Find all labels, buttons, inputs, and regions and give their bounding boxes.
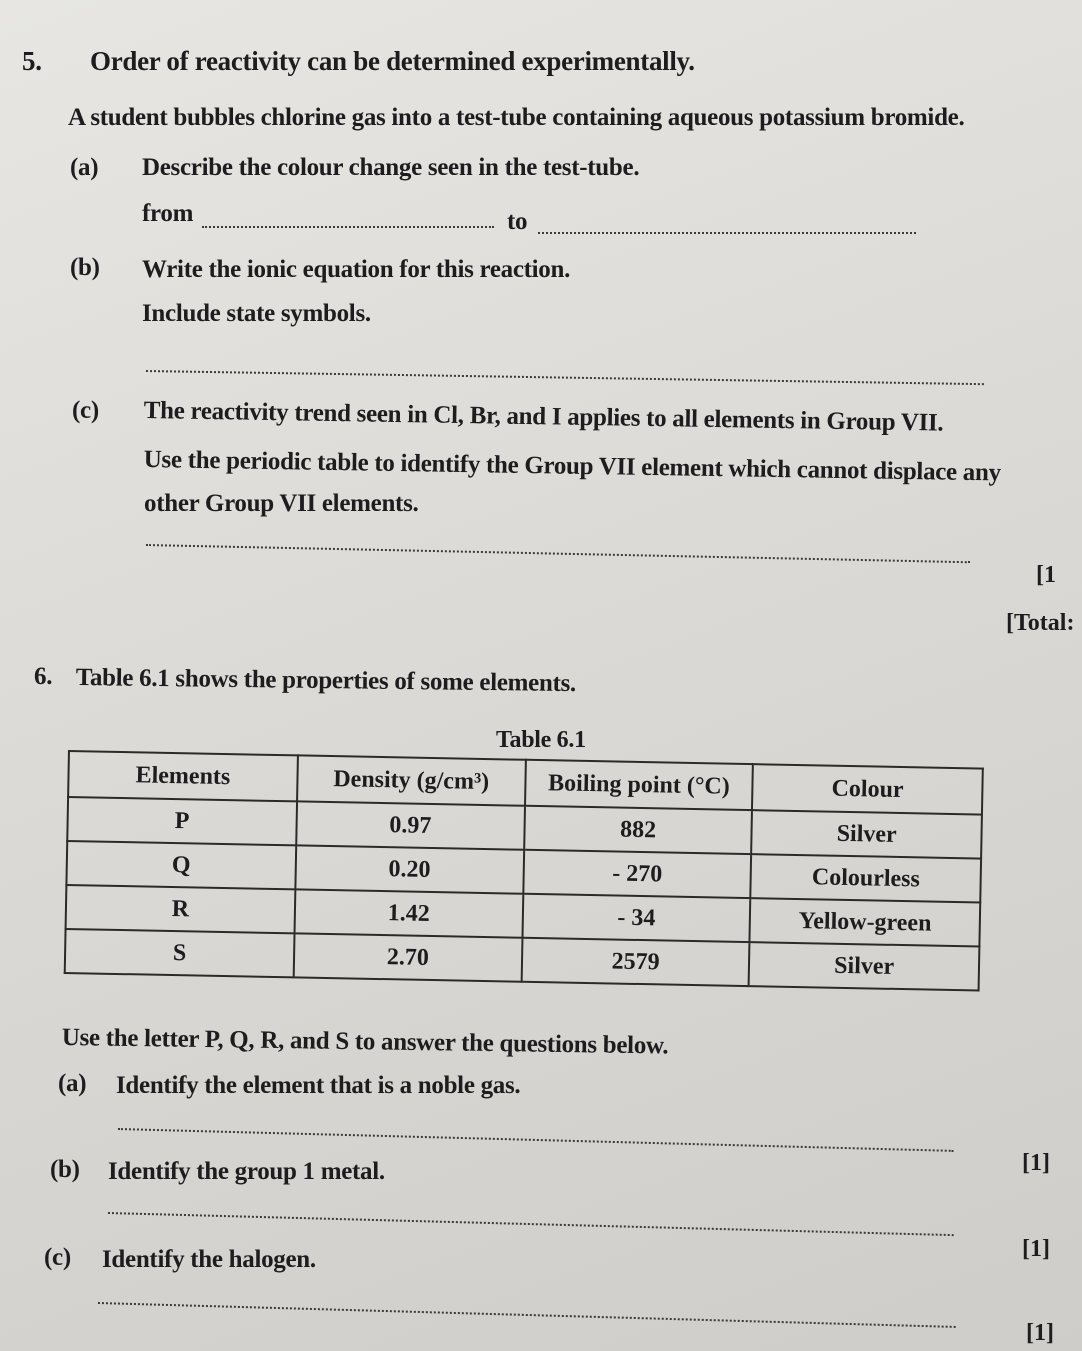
header-elements: Elements bbox=[68, 751, 298, 801]
q6c-answer-line[interactable] bbox=[98, 1302, 956, 1328]
cell-element: S bbox=[65, 929, 295, 977]
q5a-label: (a) bbox=[70, 154, 99, 181]
header-boiling-point: Boiling point (°C) bbox=[525, 760, 753, 810]
cell-element: P bbox=[67, 797, 297, 845]
q6a-text: Identify the element that is a noble gas. bbox=[116, 1072, 521, 1099]
q5-total: [Total: bbox=[1006, 610, 1075, 636]
q6a-marks: [1] bbox=[1022, 1150, 1050, 1176]
q5a-from-answer-line[interactable] bbox=[202, 226, 494, 228]
q6b-marks: [1] bbox=[1022, 1236, 1050, 1262]
cell-density: 1.42 bbox=[294, 889, 523, 937]
q5c-label: (c) bbox=[72, 397, 99, 424]
q5b-answer-line[interactable] bbox=[146, 370, 984, 385]
q6-number: 6. bbox=[34, 663, 53, 690]
q6a-label: (a) bbox=[58, 1070, 87, 1097]
q5c-text3: other Group VII elements. bbox=[144, 490, 419, 517]
cell-colour: Yellow-green bbox=[750, 898, 980, 946]
q6b-text: Identify the group 1 metal. bbox=[108, 1158, 385, 1185]
cell-colour: Silver bbox=[749, 942, 979, 990]
properties-table bbox=[64, 750, 984, 992]
cell-boiling-point: 882 bbox=[524, 806, 752, 854]
q5c-answer-line[interactable] bbox=[146, 544, 970, 563]
cell-element: R bbox=[66, 885, 296, 933]
q5c-text: The reactivity trend seen in Cl, Br, and I applies to all elements in Group VII. bbox=[143, 397, 944, 437]
header-colour: Colour bbox=[752, 764, 982, 814]
q5a-to: to bbox=[507, 208, 528, 235]
cell-boiling-point: 2579 bbox=[521, 938, 749, 986]
q6-intro: Table 6.1 shows the properties of some elements. bbox=[75, 664, 577, 698]
cell-density: 0.20 bbox=[295, 845, 524, 893]
q6-instruction: Use the letter P, Q, R, and S to answer the questions below. bbox=[61, 1024, 669, 1060]
q6c-label: (c) bbox=[44, 1244, 71, 1271]
q6b-label: (b) bbox=[50, 1156, 80, 1183]
q5a-text: Describe the colour change seen in the test-tube. bbox=[142, 154, 640, 181]
cell-element: Q bbox=[66, 841, 296, 889]
cell-density: 0.97 bbox=[296, 801, 525, 849]
q5b-label: (b) bbox=[70, 254, 100, 281]
q5b-text2: Include state symbols. bbox=[142, 300, 371, 327]
q5a-to-answer-line[interactable] bbox=[538, 232, 916, 234]
q5c-marks: [1 bbox=[1036, 562, 1056, 588]
header-density: Density (g/cm³) bbox=[297, 755, 526, 805]
q6b-answer-line[interactable] bbox=[108, 1212, 954, 1236]
table-title: Table 6.1 bbox=[496, 727, 586, 753]
q6c-text: Identify the halogen. bbox=[102, 1246, 316, 1273]
cell-colour: Silver bbox=[752, 810, 982, 858]
cell-density: 2.70 bbox=[294, 933, 523, 981]
q5a-from: from bbox=[142, 200, 194, 227]
cell-colour: Colourless bbox=[751, 854, 981, 902]
q5-title: Order of reactivity can be determined experimentally. bbox=[90, 46, 695, 76]
q5c-text2: Use the periodic table to identify the Group VII element which cannot displace any bbox=[143, 446, 1002, 487]
cell-boiling-point: - 34 bbox=[522, 894, 750, 942]
cell-boiling-point: - 270 bbox=[523, 850, 751, 898]
q5b-text: Write the ionic equation for this reaction. bbox=[142, 256, 571, 283]
q5-number: 5. bbox=[22, 46, 42, 76]
q6a-answer-line[interactable] bbox=[118, 1128, 954, 1152]
q5-intro: A student bubbles chlorine gas into a test-tube containing aqueous potassium bromide. bbox=[68, 104, 965, 131]
q6c-marks: [1] bbox=[1026, 1320, 1054, 1346]
